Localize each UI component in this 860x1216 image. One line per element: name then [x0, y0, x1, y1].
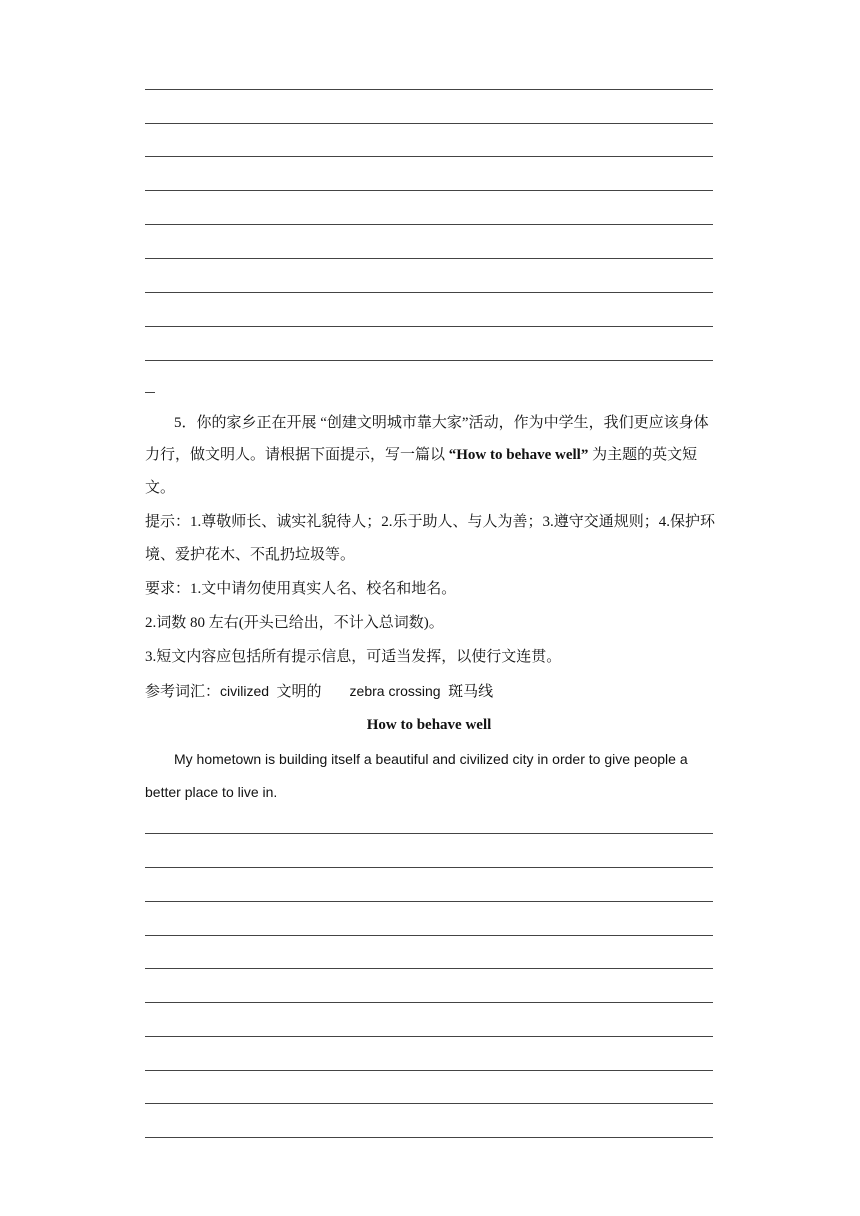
essay-opening-line-1: My hometown is building itself a beautiful and civilized city in order to give people a [174, 751, 688, 767]
answer-line [145, 156, 713, 157]
answer-line[interactable] [145, 1070, 713, 1071]
answer-line[interactable] [145, 1002, 713, 1003]
answer-line[interactable] [145, 1137, 713, 1138]
answer-line [145, 292, 713, 293]
reference-vocabulary: 参考词汇：civilized 文明的 zebra crossing 斑马线 [145, 683, 494, 700]
answer-line[interactable] [145, 935, 713, 936]
requirement-line-1: 要求：1.文中请勿使用真实人名、校名和地名。 [145, 581, 457, 597]
answer-line [145, 360, 713, 361]
question-intro-line-3: 文。 [145, 480, 176, 496]
essay-topic: “How to behave well” [448, 447, 589, 463]
answer-line[interactable] [145, 1036, 713, 1037]
answer-line [145, 326, 713, 327]
answer-line [145, 89, 713, 90]
hints-line-1: 提示：1.尊敬师长、诚实礼貌待人；2.乐于助人、与人为善；3.遵守交通规则；4.保护环 [145, 514, 716, 530]
answer-line-stub [145, 392, 155, 393]
essay-opening-line-2: better place to live in. [145, 784, 278, 800]
answer-line [145, 224, 713, 225]
answer-line[interactable] [145, 901, 713, 902]
question-intro-line-2: 力行，做文明人。请根据下面提示，写一篇以 “How to behave well” 为主题的英文短 [145, 447, 698, 463]
essay-title: How to behave well [366, 717, 492, 733]
answer-line[interactable] [145, 867, 713, 868]
answer-line [145, 258, 713, 259]
hints-line-2: 境、爱护花木、不乱扔垃圾等。 [145, 547, 356, 563]
requirement-line-2: 2.词数 80 左右(开头已给出，不计入总词数)。 [145, 615, 444, 631]
answer-line[interactable] [145, 833, 713, 834]
requirement-line-3: 3.短文内容应包括所有提示信息，可适当发挥，以使行文连贯。 [145, 649, 562, 665]
answer-line [145, 190, 713, 191]
answer-line[interactable] [145, 1103, 713, 1104]
answer-line [145, 123, 713, 124]
answer-line[interactable] [145, 968, 713, 969]
question-number: 5． [174, 415, 197, 431]
question-intro-line-1: 5．你的家乡正在开展 “创建文明城市靠大家”活动，作为中学生，我们更应该身体 [174, 415, 709, 431]
